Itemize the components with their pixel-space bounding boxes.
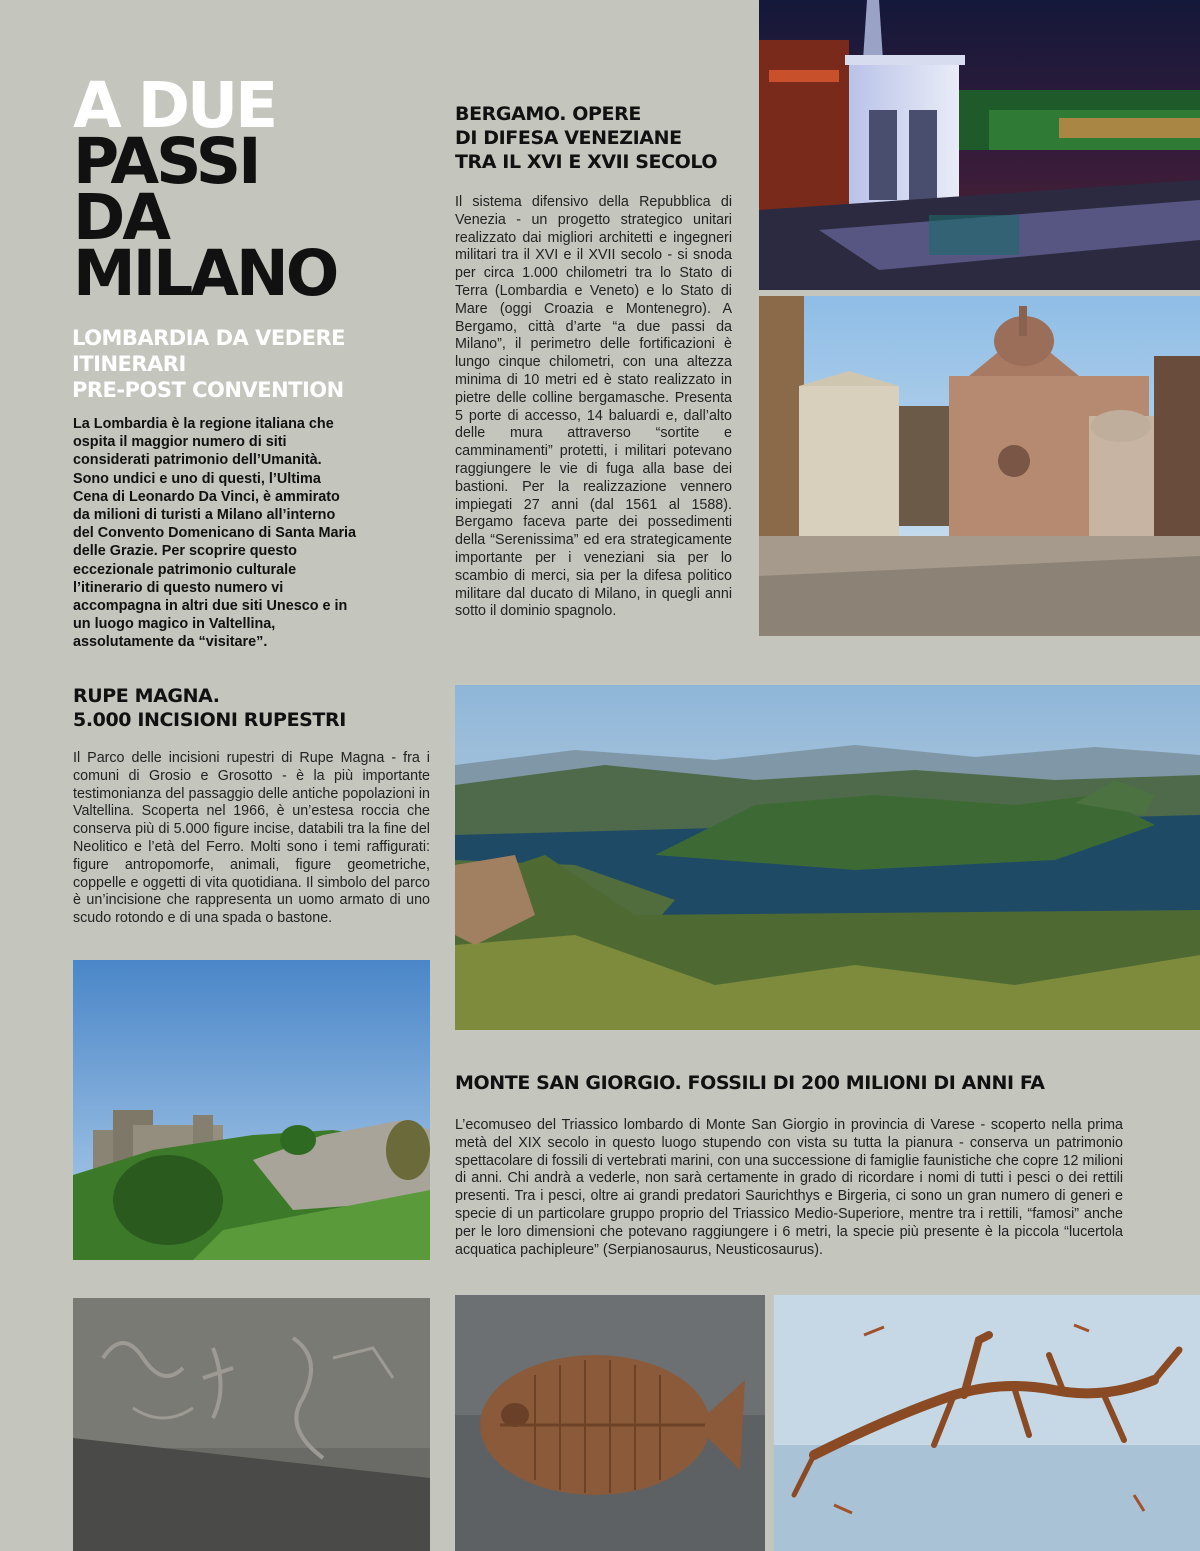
fish-fossil-photo [455, 1295, 765, 1551]
lake-panorama-photo [455, 685, 1200, 1030]
rupe-heading-line-1: RUPE MAGNA. [73, 685, 220, 707]
subtitle-line-3: PRE-POST CONVENTION [72, 378, 344, 402]
monte-heading: MONTE SAN GIORGIO. FOSSILI DI 200 MILIONI DI ANNI FA [455, 1072, 1045, 1094]
title-line-1: A DUE [73, 69, 276, 142]
bergamo-cappella-photo [759, 296, 1200, 636]
page-subtitle [72, 325, 345, 403]
title-line-2: PASSI [73, 125, 259, 198]
rock-engraving-photo [73, 1298, 430, 1551]
grosio-castle-photo [73, 960, 430, 1260]
bergamo-heading-line-1: BERGAMO. OPERE [455, 103, 641, 125]
bergamo-body: Il sistema difensivo della Repubblica di Venezia - un progetto strategico unitari realizzato dai migliori architetti e ingegneri militari tra il XVI e il XVII secolo - si snoda per circa 1.000 chilometri tra lo Stato di Terra (Lombardia e Veneto) e lo Stato di Mare (oggi Croazia e Montenegro). A Bergamo, città d’arte “a due passi da Milano”, il perimetro delle fortificazioni è lungo cinque chilometri, con una altezza minima di 10 metri ed è stato realizzato in pietre delle colline bergamasche. Presenta 5 porte di accesso, 14 baluardi e, dall’alto delle mura attraverso “sortite e camminamenti” protetti, i militari potevano raggiungere le vie di fuga alla base dei bastioni. Per la realizzazione vennero impiegati 27 anni (dal 1561 al 1588). Bergamo faceva parte dei possedimenti della “Serenissima” ed era strategicamente importante per i veneziani sia per lo scambio di merci, sia per la difesa politico militare dal ducato di Milano, in quegli anni sotto il dominio spagnolo. [455, 194, 732, 620]
rupe-heading [73, 684, 346, 732]
monte-body: L’ecomuseo del Triassico lombardo di Monte San Giorgio in provincia di Varese - scoperto nella prima metà del XIX secolo in questo luogo stupendo con vista su tutta la pianura - conserva un patrimonio spettacolare di fossili di vertebrati marini, con una successione di famiglie faunistiche che copre 12 milioni di anni. Chi andrà a vederle, non sarà certamente in grado di ricordare i nomi di tutti i pesci o dei rettili presenti. Tra i pesci, oltre ai grandi predatori Saurichthys e Birgeria, ci sono un gran numero di generi e specie di un particolare gruppo proprio del Triassico Medio-Superiore, mentre tra i rettili, “famosi” anche per le loro dimensioni che potevano raggiungere i 6 metri, la specie più presente è la piccola “lucertola acquatica pachipleure” (Serpianosaurus, Neusticosaurus). [455, 1117, 1123, 1258]
subtitle-line-2: ITINERARI [72, 352, 186, 376]
bergamo-heading [455, 102, 717, 174]
bergamo-heading-line-2: DI DIFESA VENEZIANE [455, 127, 682, 149]
page-title [73, 69, 337, 310]
rupe-body: Il Parco delle incisioni rupestri di Rupe Magna - fra i comuni di Grosio e Grosotto - è la più importante testimonianza del passaggio delle antiche popolazioni in Valtellina. Scoperta nel 1966, è un’estesa roccia che conserva più di 5.000 figure incise, databili tra la fine del Neolitico e l’età del Ferro. Molti sono i temi raffigurati: figure antropomorfe, animali, figure geometriche, coppelle e oggetti di vita quotidiana. Il simbolo del parco è un’incisione che rappresenta un uomo armato di uno scudo rotondo e di una spada o bastone. [73, 750, 430, 927]
intro-paragraph: La Lombardia è la regione italiana che ospita il maggior numero di siti considerati patrimonio dell’Umanità. Sono undici e uno di questi, l’Ultima Cena di Leonardo Da Vinci, è ammirato da milioni di turisti a Milano all’interno del Convento Domenicano di Santa Maria delle Grazie. Per scoprire questo eccezionale patrimonio culturale l’itinerario di questo numero vi accompagna in altri due siti Unesco e in un luogo magico in Valtellina, assolutamente da “visitare”. [73, 416, 357, 651]
subtitle-line-1: LOMBARDIA DA VEDERE [72, 326, 346, 350]
reptile-fossil-photo [774, 1295, 1200, 1551]
bergamo-gate-photo [759, 0, 1200, 290]
title-line-3: DA [73, 181, 169, 254]
bergamo-heading-line-3: TRA IL XVI E XVII SECOLO [455, 151, 718, 173]
title-line-4: MILANO [73, 237, 337, 310]
rupe-heading-line-2: 5.000 INCISIONI RUPESTRI [73, 709, 346, 731]
